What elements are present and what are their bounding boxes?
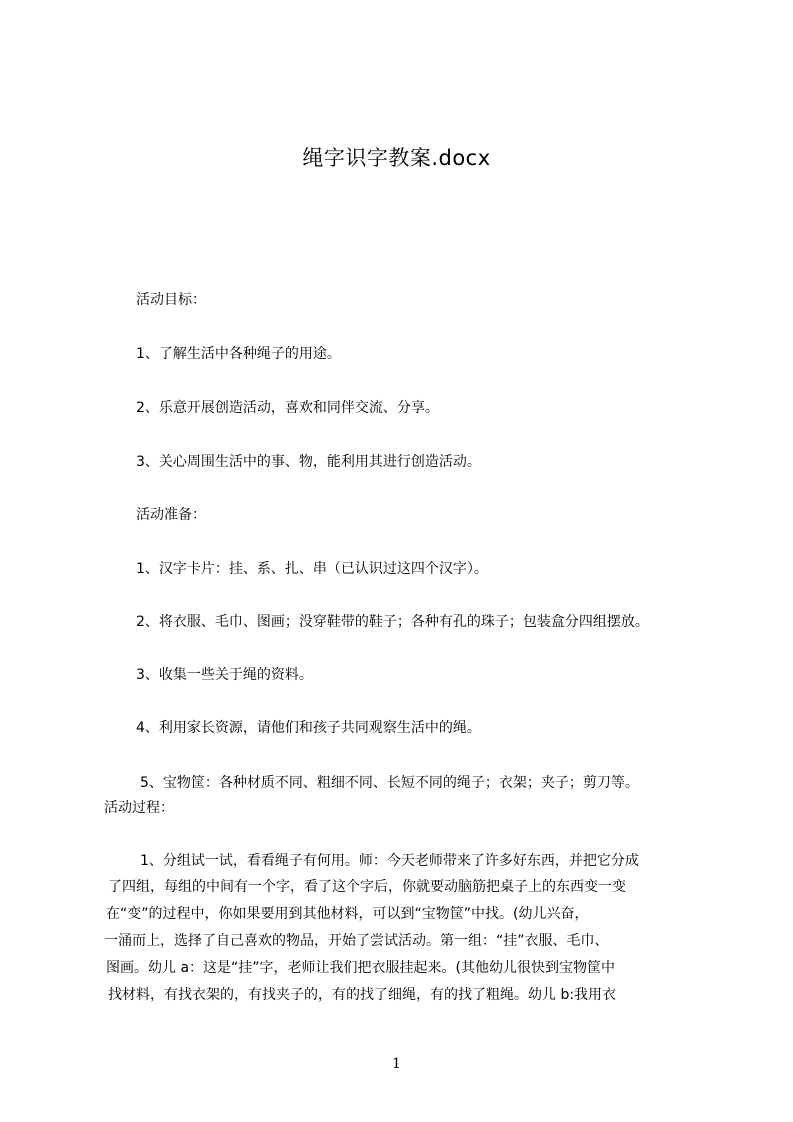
section-heading-prep: 活动准备： (136, 507, 206, 523)
goal-item: 2、乐意开展创造活动，喜欢和同伴交流、分享。 (136, 400, 439, 416)
process-line: 找材料，有找衣架的，有找夹子的，有的找了细绳，有的找了粗绳。幼儿 b:我用衣 (108, 987, 617, 1003)
goal-item: 1、了解生活中各种绳子的用途。 (136, 346, 341, 362)
section-heading-process: 活动过程： (104, 800, 174, 816)
process-line: 1、分组试一试，看看绳子有何用。师：今天老师带来了许多好东西，并把它分成 (140, 853, 639, 869)
process-line: 一涌而上，选择了自己喜欢的物品，开始了尝试活动。第一组：“挂”衣服、毛巾、 (104, 933, 609, 949)
prep-item: 1、汉字卡片：挂、系、扎、串（已认识过这四个汉字）。 (136, 561, 488, 577)
section-heading-goals: 活动目标： (136, 292, 206, 308)
document-title: 绳字识字教案.docx (302, 146, 491, 170)
process-line: 在“变”的过程中，你如果要用到其他材料，可以到“宝物筐”中找。(幼儿兴奋， (106, 906, 589, 922)
prep-item: 5、宝物筐：各种材质不同、粗细不同、长短不同的绳子；衣架；夹子；剪刀等。 (140, 775, 639, 791)
prep-item: 3、收集一些关于绳的资料。 (136, 667, 313, 683)
prep-item: 2、将衣服、毛巾、图画；没穿鞋带的鞋子；各种有孔的珠子；包装盒分四组摆放。 (136, 614, 649, 630)
goal-item: 3、关心周围生活中的事、物，能利用其进行创造活动。 (136, 454, 481, 470)
prep-item: 4、利用家长资源，请他们和孩子共同观察生活中的绳。 (136, 720, 481, 736)
page-number: 1 (392, 1056, 401, 1072)
process-line: 了四组，每组的中间有一个字，看了这个字后，你就要动脑筋把桌子上的东西变一变 (108, 879, 626, 895)
process-line: 图画。幼儿 a：这是“挂”字，老师让我们把衣服挂起来。(其他幼儿很快到宝物筐中 (106, 960, 615, 976)
